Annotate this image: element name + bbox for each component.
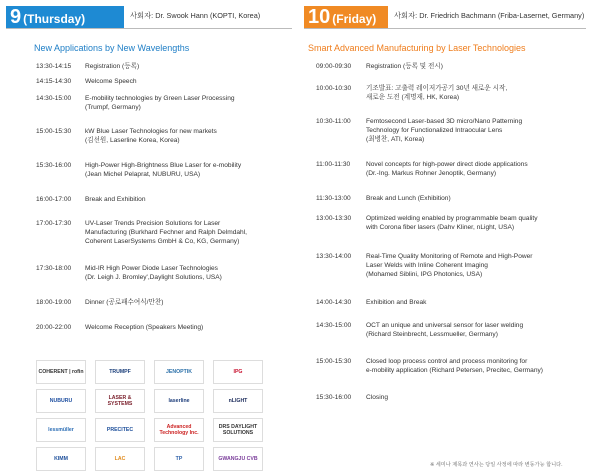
- thursday-weekday: (Thursday): [23, 12, 86, 26]
- session-title: 기조발표: 고출력 레이저가공기 30년 새로운 시작, 새로운 도전 (계명재, HK, Korea): [366, 85, 508, 101]
- session-time: 13:30-14:00: [316, 253, 352, 260]
- session-title: Novel concepts for high-power direct diode applications (Dr.-Ing. Markus Rohner Jenoptik, Germany): [366, 161, 528, 177]
- thursday-session-row: [36, 219, 286, 246]
- session-time: 15:00-15:30: [316, 358, 352, 365]
- thursday-session-row: [36, 195, 286, 204]
- thursday-session-row: [36, 127, 286, 145]
- thursday-session-row: [36, 62, 286, 71]
- sponsor-logo-grid: [36, 360, 264, 471]
- session-time: 13:30-14:15: [36, 63, 72, 70]
- friday-day-tab: [304, 6, 388, 28]
- session-title: E-mobility technologies by Green Laser Processing (Trumpf, Germany): [85, 95, 235, 111]
- session-time: 20:00-22:00: [36, 324, 72, 331]
- session-time: 10:30-11:00: [316, 118, 351, 125]
- session-title: Mid-IR High Power Diode Laser Technologies (Dr. Leigh J. Bromley',Daylight Solutions, USA): [85, 265, 222, 281]
- session-title: Femtosecond Laser-based 3D micro/Nano Patterning Technology for Functionalized Intraocular Lens (최병찬, ATI, Korea): [366, 118, 523, 143]
- friday-session-row: [316, 84, 596, 102]
- session-title: Optimized welding enabled by programmable beam quality with Corona fiber lasers (Dahv Kliner, nLight, USA): [366, 215, 538, 231]
- thursday-session-row: [36, 264, 286, 282]
- session-title: Welcome Reception (Speakers Meeting): [85, 324, 204, 331]
- session-title: UV-Laser Trends Precision Solutions for Laser Manufacturing (Burkhard Fechner and Ralph Delmdahl, Coherent LaserSystems GmbH & Co, KG, Germany): [85, 220, 247, 245]
- session-title: Registration (등록): [85, 63, 140, 70]
- friday-weekday: (Friday): [332, 12, 377, 26]
- footnote: ※ 세미나 제목과 연사는 당일 사정에 따라 변동가능 합니다.: [430, 462, 563, 468]
- session-title: Break and Lunch (Exhibition): [366, 195, 451, 202]
- thursday-header: [0, 0, 296, 34]
- friday-session-row: [316, 214, 596, 232]
- thursday-session-row: [36, 298, 286, 307]
- sponsor-logo-lac: LAC: [95, 447, 145, 471]
- session-time: 16:00-17:00: [36, 196, 72, 203]
- sponsor-logo-nlight: nLIGHT: [213, 389, 263, 413]
- session-time: 18:00-19:00: [36, 299, 72, 306]
- session-time: 15:30-16:00: [316, 394, 352, 401]
- friday-session-row: [316, 357, 596, 375]
- session-time: 17:30-18:00: [36, 265, 72, 272]
- session-title: Closing: [366, 394, 388, 401]
- sponsor-logo-laserline: laserline: [154, 389, 204, 413]
- sponsor-logo-precitec: PRECITEC: [95, 418, 145, 442]
- session-title: kW Blue Laser Technologies for new markets (김선원, Laserline Korea, Korea): [85, 128, 217, 144]
- thursday-session-row: [36, 94, 286, 112]
- friday-session-row: [316, 321, 596, 339]
- friday-session-row: [316, 252, 596, 279]
- sponsor-logo-kimm: KIMM: [36, 447, 86, 471]
- thursday-session-row: [36, 161, 286, 179]
- thursday-divider: [6, 28, 292, 29]
- sponsor-logo-coherent: COHERENT | rofin: [36, 360, 86, 384]
- session-time: 14:00-14:30: [316, 299, 352, 306]
- sponsor-logo-gwangju-cvb: GWANGJU CVB: [213, 447, 263, 471]
- session-title: Real-Time Quality Monitoring of Remote and High-Power Laser Welds with Inline Coherent Imaging (Mohamed Siblini, IPG Photonics, USA): [366, 253, 533, 278]
- thursday-session-row: [36, 323, 286, 332]
- session-title: Exhibition and Break: [366, 299, 427, 306]
- session-time: 15:00-15:30: [36, 128, 72, 135]
- thursday-day-tab: [6, 6, 124, 28]
- session-time: 17:00-17:30: [36, 220, 72, 227]
- session-time: 14:15-14:30: [36, 78, 72, 85]
- session-time: 11:30-13:00: [316, 195, 351, 202]
- sponsor-logo-trumpf: TRUMPF: [95, 360, 145, 384]
- sponsor-logo-daylight: DRS DAYLIGHT SOLUTIONS: [213, 418, 263, 442]
- session-time: 10:00-10:30: [316, 85, 352, 92]
- thursday-section-title: New Applications by New Wavelengths: [34, 43, 190, 53]
- session-time: 14:30-15:00: [36, 95, 72, 102]
- friday-session-row: [316, 393, 596, 402]
- sponsor-logo-tp: TP: [154, 447, 204, 471]
- thursday-session-row: [36, 77, 286, 86]
- friday-session-row: [316, 298, 596, 307]
- sponsor-logo-lessmuller: lessmüller: [36, 418, 86, 442]
- friday-header: [304, 0, 600, 34]
- sponsor-logo-ati: Advanced Technology Inc.: [154, 418, 204, 442]
- friday-day-number: 10: [308, 6, 331, 28]
- session-time: 11:00-11:30: [316, 161, 351, 168]
- sponsor-logo-ipg: IPG: [213, 360, 263, 384]
- session-time: 14:30-15:00: [316, 322, 352, 329]
- friday-chair: 사회자: Dr. Friedrich Bachmann (Friba-Lasernet, Germany): [394, 11, 585, 20]
- session-title: OCT an unique and universal sensor for laser welding (Richard Steinbrecht, Lessmueller, Germany): [366, 322, 524, 338]
- sponsor-logo-nuburu: NUBURU: [36, 389, 86, 413]
- session-time: 15:30-16:00: [36, 162, 72, 169]
- session-time: 13:00-13:30: [316, 215, 352, 222]
- thursday-day-number: 9: [10, 6, 22, 28]
- friday-section-title: Smart Advanced Manufacturing by Laser Technologies: [308, 43, 526, 53]
- friday-session-row: [316, 62, 596, 71]
- sponsor-logo-jenoptik: JENOPTIK: [154, 360, 204, 384]
- session-title: Break and Exhibition: [85, 196, 146, 203]
- friday-session-row: [316, 160, 596, 178]
- thursday-chair: 사회자: Dr. Swook Hann (KOPTI, Korea): [130, 11, 261, 20]
- session-time: 09:00-09:30: [316, 63, 352, 70]
- session-title: Welcome Speech: [85, 78, 137, 85]
- session-title: Registration (등록 및 전시): [366, 63, 443, 70]
- friday-column: [304, 0, 600, 401]
- friday-divider: [304, 28, 586, 29]
- session-title: Closed loop process control and process monitoring for e-mobility application (Richard Petersen, Precitec, Germany): [366, 358, 544, 374]
- session-title: Dinner (공로패수여식/만찬): [85, 299, 164, 306]
- session-title: High-Power High-Brightness Blue Laser for e-mobility (Jean Michel Pelaprat, NUBURU, USA): [85, 162, 242, 178]
- sponsor-logo-laser-systems: LASER & SYSTEMS: [95, 389, 145, 413]
- friday-session-row: [316, 117, 596, 144]
- friday-session-row: [316, 194, 596, 203]
- thursday-column: [0, 0, 296, 331]
